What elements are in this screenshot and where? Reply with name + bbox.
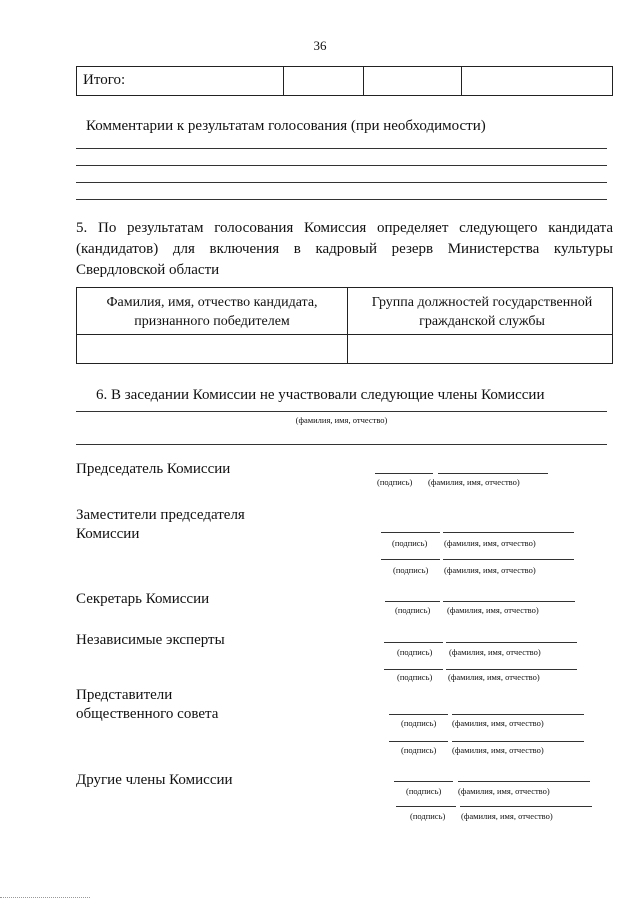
role-chairman: Председатель Комиссии (76, 461, 231, 477)
totals-cell (363, 67, 364, 95)
totals-table (76, 66, 613, 96)
section5-line1: 5. По результатам голосования Комиссия определяет следующего кандидата (76, 220, 613, 236)
role-other-members: Другие члены Комиссии (76, 772, 233, 788)
candidate-name-header: Фамилия, имя, отчество кандидата, признанного победителем (106, 295, 318, 329)
totals-label: Итого: (83, 72, 126, 88)
section5-line2: (кандидатов) для включения в кадровый резерв Министерства культуры (76, 241, 613, 257)
comment-line (76, 165, 607, 166)
page-number: 36 (313, 38, 327, 53)
totals-cell (461, 67, 462, 95)
comment-line (76, 148, 607, 149)
comment-line (76, 199, 607, 200)
section6-text: 6. В заседании Комиссии не участвовали следующие члены Комиссии (96, 387, 545, 403)
absent-members-line (76, 411, 607, 412)
position-group-header: Группа должностей государственной гражданской службы (371, 295, 593, 329)
candidate-table (76, 287, 613, 364)
role-public-council: Представители общественного совета (76, 687, 219, 722)
absent-members-line (76, 444, 607, 445)
section5-line3: Свердловской области (76, 262, 220, 278)
footer-dots (0, 897, 90, 898)
comments-heading: Комментарии к результатам голосования (при необходимости) (86, 118, 486, 134)
role-secretary: Секретарь Комиссии (76, 591, 210, 607)
role-experts: Независимые эксперты (76, 632, 225, 648)
totals-cell (283, 67, 284, 95)
absent-members-caption: (фамилия, имя, отчество) (295, 415, 388, 425)
role-deputies: Заместители председателя Комиссии (76, 507, 245, 542)
comment-line (76, 182, 607, 183)
